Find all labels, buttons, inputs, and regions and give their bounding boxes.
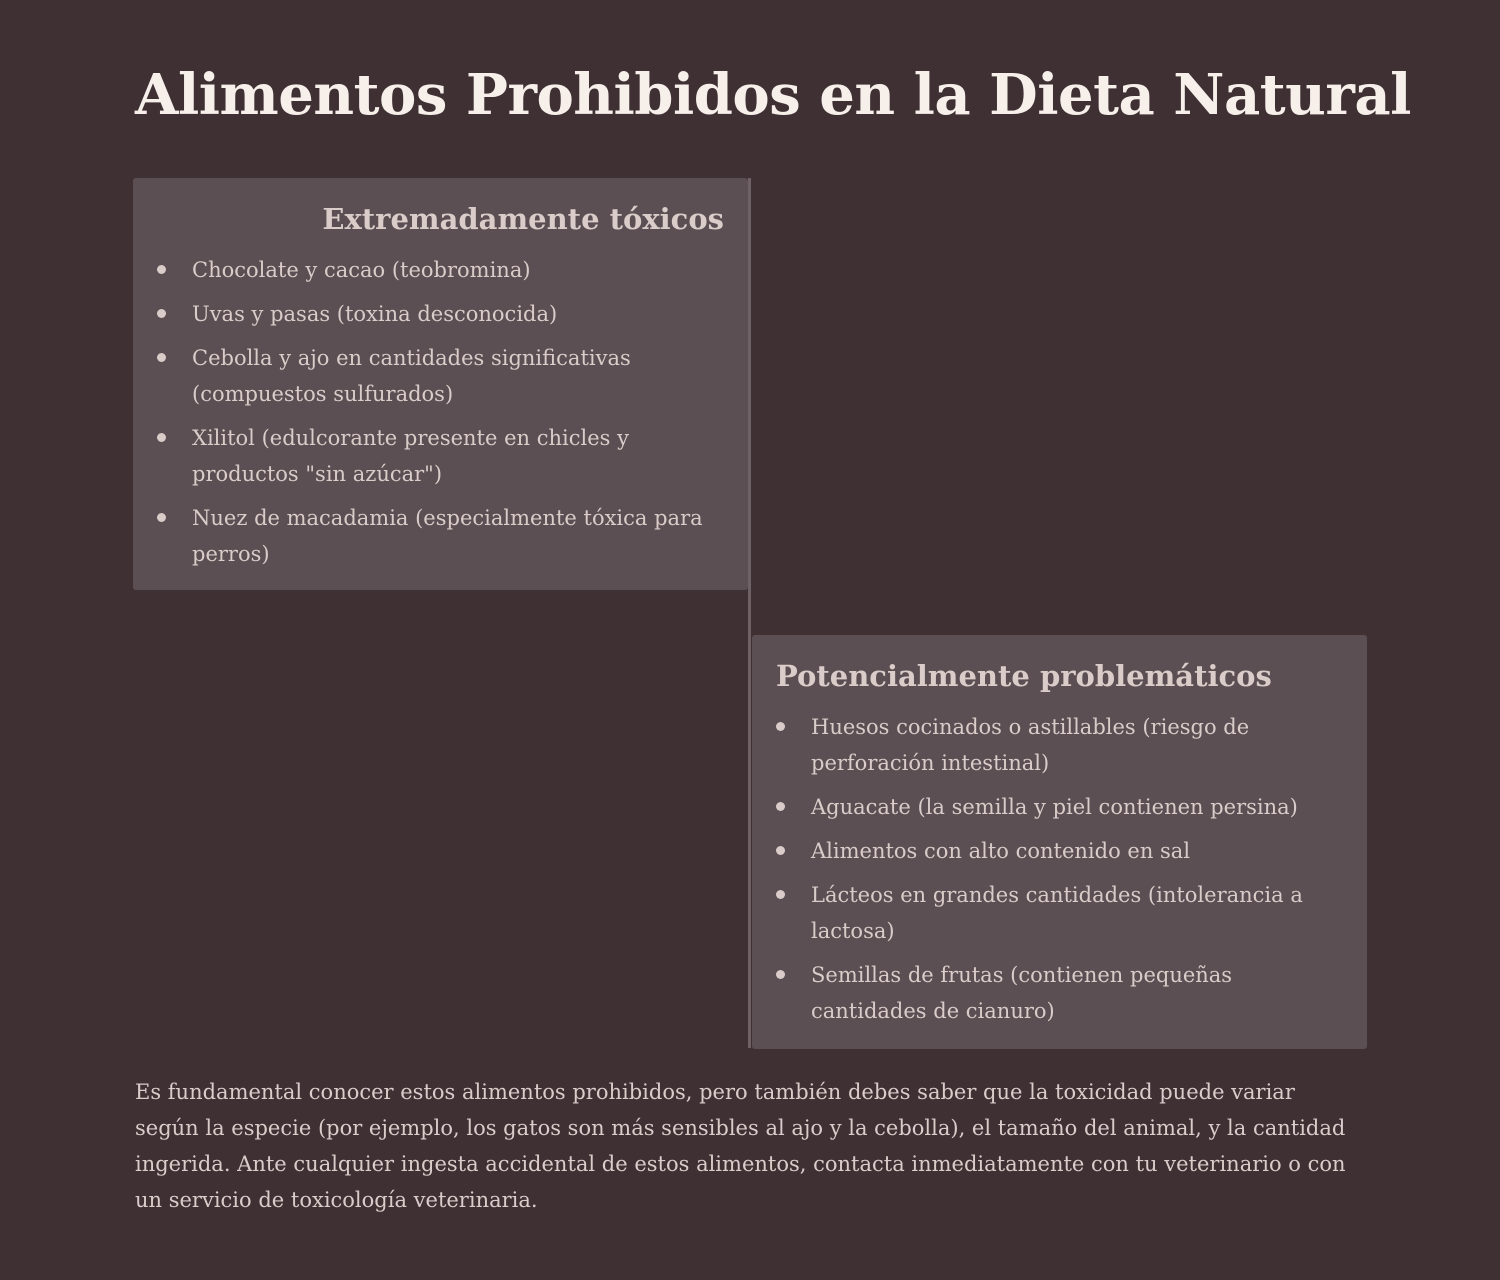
list-item <box>157 340 724 412</box>
list-item-text: Semillas de frutas (contienen pequeñas cantidades de cianuro) <box>811 963 1233 1023</box>
page-title: Alimentos Prohibidos en la Dieta Natural <box>135 62 1411 128</box>
list-item-text: Huesos cocinados o astillables (riesgo de perforación intestinal) <box>811 715 1250 775</box>
list-item <box>776 877 1343 949</box>
bullet-icon <box>157 309 166 318</box>
bullet-icon <box>776 890 785 899</box>
list-item-text: Chocolate y cacao (teobromina) <box>192 258 531 282</box>
list-item <box>157 252 724 288</box>
list-item <box>776 709 1343 781</box>
list-item-text: Lácteos en grandes cantidades (intolerancia a lactosa) <box>811 883 1303 943</box>
list-item <box>776 789 1343 825</box>
bullet-icon <box>776 802 785 811</box>
footer-paragraph: Es fundamental conocer estos alimentos prohibidos, pero también debes saber que la toxicidad puede variar según la especie (por ejemplo, los gatos son más sensibles al ajo y la cebolla), el tamaño del animal, y la cantidad ingerida. Ante cualquier ingesta accidental de estos alimentos, contacta inmediatamente con tu veterinario o con un servicio de toxicología veterinaria. <box>135 1080 1346 1212</box>
section-heading: Potencialmente problemáticos <box>776 659 1272 693</box>
list-item-text: Alimentos con alto contenido en sal <box>811 839 1191 863</box>
list-item <box>157 500 724 572</box>
bullet-icon <box>776 846 785 855</box>
bullet-icon <box>776 722 785 731</box>
section-heading: Extremadamente tóxicos <box>322 202 724 236</box>
list-item <box>776 833 1343 869</box>
bullet-icon <box>157 433 166 442</box>
list-item-text: Xilitol (edulcorante presente en chicles y productos "sin azúcar") <box>192 426 629 486</box>
section-card-extremely-toxic <box>133 178 748 590</box>
bullet-icon <box>157 353 166 362</box>
bullet-icon <box>776 970 785 979</box>
list-item <box>157 296 724 332</box>
bullet-icon <box>157 513 166 522</box>
bullet-icon <box>157 265 166 274</box>
list-item <box>157 420 724 492</box>
list-item-text: Cebolla y ajo en cantidades significativas (compuestos sulfurados) <box>192 346 631 406</box>
list-item-text: Aguacate (la semilla y piel contienen persina) <box>811 795 1298 819</box>
toxic-food-list <box>157 252 724 572</box>
list-item <box>776 957 1343 1029</box>
timeline-divider <box>748 178 751 1048</box>
list-item-text: Uvas y pasas (toxina desconocida) <box>192 302 558 326</box>
problematic-food-list <box>776 709 1343 1029</box>
section-card-potentially-problematic <box>752 635 1367 1049</box>
list-item-text: Nuez de macadamia (especialmente tóxica para perros) <box>192 506 703 566</box>
